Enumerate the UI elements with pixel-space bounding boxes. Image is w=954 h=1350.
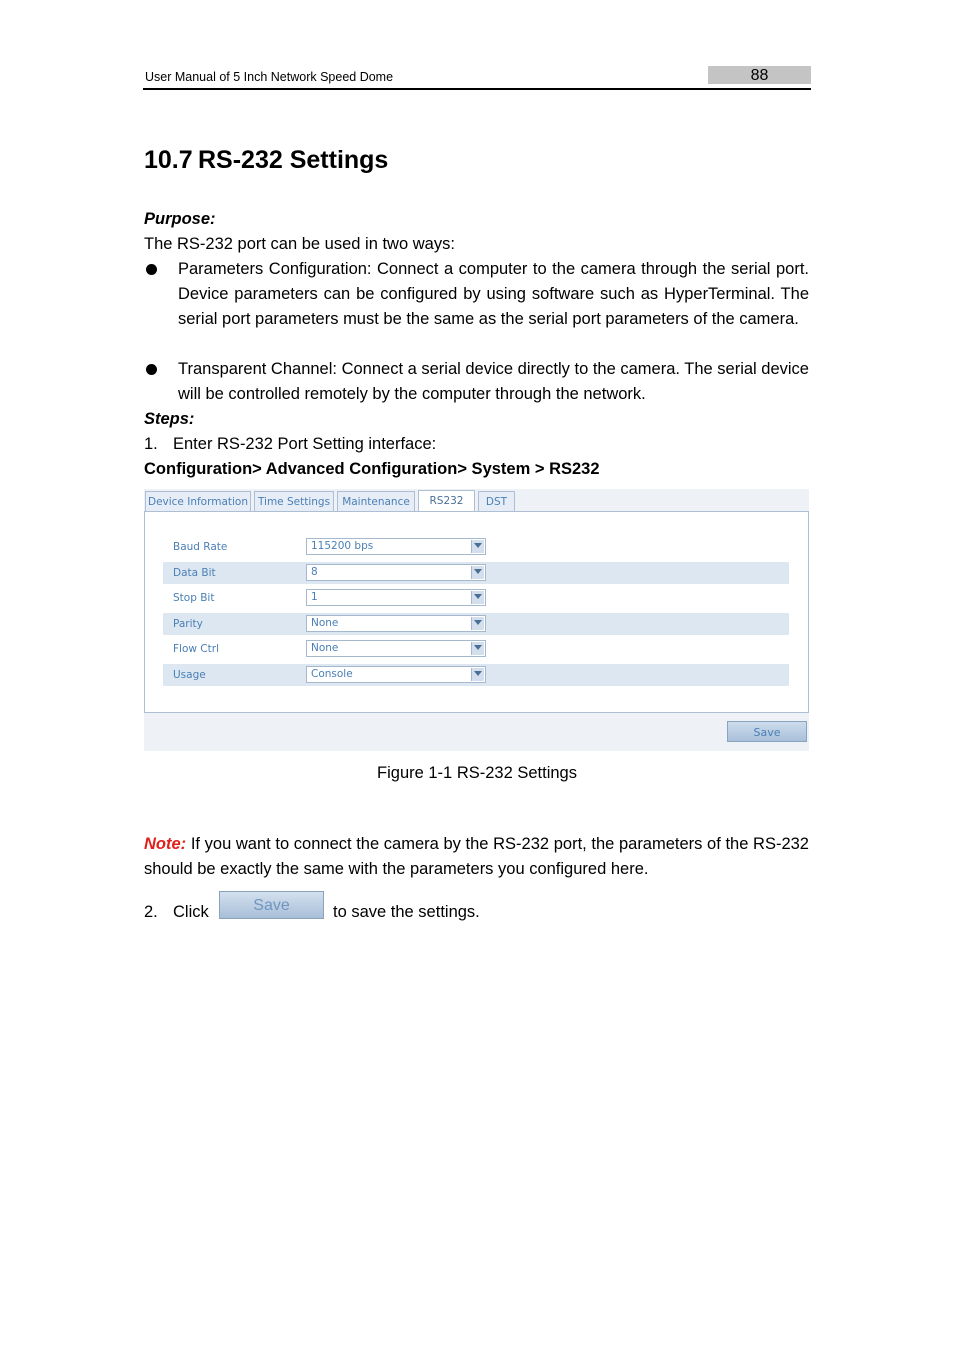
note-label: Note: — [144, 835, 187, 853]
select-value: 1 — [311, 591, 318, 603]
setting-row-parity — [163, 613, 789, 635]
settings-panel — [144, 511, 809, 713]
bullet-item — [144, 257, 809, 332]
setting-row-data-bit — [163, 562, 789, 584]
step-1 — [144, 432, 436, 457]
setting-row-flow-ctrl — [163, 638, 789, 660]
step-2 — [144, 900, 209, 925]
step-text: Enter RS-232 Port Setting interface: — [173, 435, 437, 453]
select-value: None — [311, 642, 339, 654]
tab-dst[interactable]: DST — [478, 491, 515, 511]
step-number: 1. — [144, 435, 158, 453]
bullet-text: Parameters Configuration: Connect a computer to the camera through the serial port. Device parameters can be configured by using software such as HyperTerminal. The serial port parameters must be the same as the serial port parameters of the camera. — [178, 260, 809, 328]
section-heading: RS-232 Settings — [198, 146, 389, 174]
bullet-dot-icon — [146, 264, 157, 275]
chevron-down-icon — [471, 642, 484, 655]
stop-bit-select[interactable] — [306, 589, 486, 606]
select-value: None — [311, 617, 339, 629]
chevron-down-icon — [471, 591, 484, 604]
select-value: 8 — [311, 566, 318, 578]
page-number-box — [708, 66, 811, 84]
note-paragraph — [144, 832, 809, 882]
save-button[interactable]: Save — [727, 721, 807, 742]
note-text: If you want to connect the camera by the RS-232 port, the parameters of the RS-232 should be exactly the same with the parameters you configured here. — [144, 835, 809, 878]
parity-select[interactable] — [306, 615, 486, 632]
save-button-image: Save — [219, 891, 324, 919]
chevron-down-icon — [471, 668, 484, 681]
tab-device-information[interactable]: Device Information — [145, 491, 251, 511]
intro-text: The RS-232 port can be used in two ways: — [144, 235, 455, 253]
step-text-before: Click — [173, 903, 209, 921]
select-value: Console — [311, 668, 353, 680]
tab-time-settings[interactable]: Time Settings — [254, 491, 334, 511]
purpose-label: Purpose: — [144, 210, 216, 228]
page-header — [143, 64, 811, 90]
row-label: Data Bit — [173, 567, 216, 579]
flow-ctrl-select[interactable] — [306, 640, 486, 657]
steps-label: Steps: — [144, 410, 195, 428]
setting-row-usage — [163, 664, 789, 686]
row-label: Usage — [173, 669, 206, 681]
section-title — [144, 146, 388, 175]
section-number: 10.7 — [144, 146, 193, 174]
row-label: Baud Rate — [173, 541, 228, 553]
tab-maintenance[interactable]: Maintenance — [337, 491, 415, 511]
tab-rs232[interactable]: RS232 — [418, 490, 475, 512]
row-label: Stop Bit — [173, 592, 215, 604]
page-number: 88 — [750, 67, 769, 84]
bullet-item — [144, 357, 809, 407]
navigation-path: Configuration> Advanced Configuration> System > RS232 — [144, 460, 600, 478]
bullet-text: Transparent Channel: Connect a serial device directly to the camera. The serial device will be controlled remotely by the computer through the network. — [178, 360, 809, 403]
tab-bar — [144, 489, 809, 511]
rs232-settings-screenshot — [144, 489, 809, 751]
figure-caption: Figure 1-1 RS-232 Settings — [377, 764, 577, 782]
chevron-down-icon — [471, 566, 484, 579]
bullet-dot-icon — [146, 364, 157, 375]
select-value: 115200 bps — [311, 540, 374, 552]
step-number: 2. — [144, 903, 158, 921]
baud-rate-select[interactable] — [306, 538, 486, 555]
usage-select[interactable] — [306, 666, 486, 683]
setting-row-stop-bit — [163, 587, 789, 609]
chevron-down-icon — [471, 617, 484, 630]
data-bit-select[interactable] — [306, 564, 486, 581]
step-text-after: to save the settings. — [333, 903, 480, 921]
header-title: User Manual of 5 Inch Network Speed Dome — [145, 70, 394, 84]
row-label: Parity — [173, 618, 203, 630]
row-label: Flow Ctrl — [173, 643, 219, 655]
chevron-down-icon — [471, 540, 484, 553]
setting-row-baud-rate — [163, 536, 789, 558]
